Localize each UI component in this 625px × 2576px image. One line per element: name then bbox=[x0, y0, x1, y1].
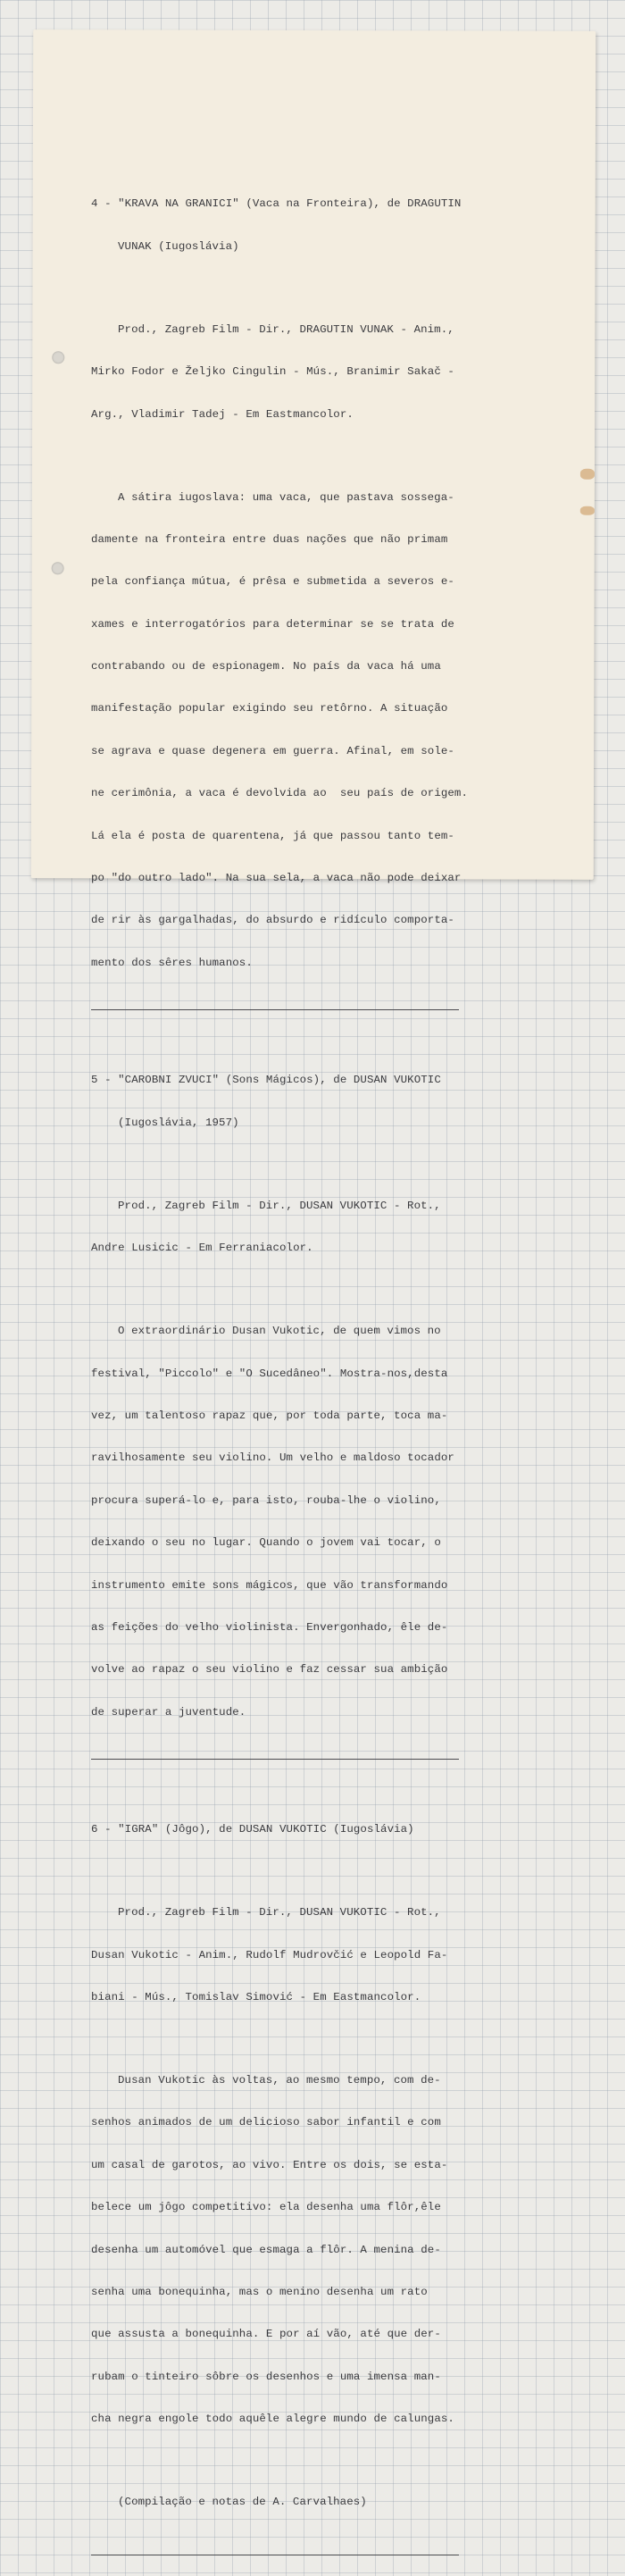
body-line: cha negra engole todo aquêle alegre mundo de calungas. bbox=[91, 2413, 454, 2426]
body-line: damente na fronteira entre duas nações que não primam bbox=[91, 532, 448, 546]
body-line: rubam o tinteiro sôbre os desenhos e uma imensa man- bbox=[91, 2370, 441, 2383]
credits-line: Andre Lusicic - Em Ferraniacolor. bbox=[91, 1242, 313, 1255]
body-line: instrumento emite sons mágicos, que vão transformando bbox=[91, 1578, 448, 1592]
body-line: O extraordinário Dusan Vukotic, de quem vimos no bbox=[118, 1325, 441, 1338]
credits-line: Arg., Vladimir Tadej - Em Eastmancolor. bbox=[91, 407, 354, 421]
body-line: desenha um automóvel que esmaga a flôr. A menina de- bbox=[91, 2243, 441, 2256]
credits-line: Mirko Fodor e Željko Cingulin - Mús., Branimir Sakač - bbox=[91, 365, 454, 379]
body-line: de rir às gargalhadas, do absurdo e ridículo comporta- bbox=[91, 914, 454, 927]
body-line: contrabando ou de espionagem. No país da vaca há uma bbox=[91, 660, 441, 673]
typed-text bbox=[91, 155, 502, 2576]
compilation-note: (Compilação e notas de A. Carvalhaes) bbox=[118, 2496, 367, 2509]
credits-line: Dusan Vukotic - Anim., Rudolf Mudrovčić e Leopold Fa- bbox=[91, 1948, 448, 1961]
credits-line: Prod., Zagreb Film - Dir., DUSAN VUKOTIC - Rot., bbox=[118, 1906, 441, 1919]
section-heading: 4 - "KRAVA NA GRANICI" (Vaca na Fronteira), de DRAGUTIN bbox=[91, 197, 462, 211]
section-heading: VUNAK (Iugoslávia) bbox=[118, 239, 239, 253]
body-line: de superar a juventude. bbox=[91, 1705, 246, 1719]
section-heading: 5 - "CAROBNI ZVUCI" (Sons Mágicos), de DUSAN VUKOTIC bbox=[91, 1074, 441, 1087]
body-line: volve ao rapaz o seu violino e faz cessar sua ambição bbox=[91, 1663, 448, 1677]
body-line: Lá ela é posta de quarentena, já que passou tanto tem- bbox=[91, 829, 454, 842]
body-line: deixando o seu no lugar. Quando o jovem vai tocar, o bbox=[91, 1536, 441, 1550]
section-heading: 6 - "IGRA" (Jôgo), de DUSAN VUKOTIC (Iugoslávia) bbox=[91, 1823, 414, 1836]
credits-line: biani - Mús., Tomislav Simović - Em Eastmancolor. bbox=[91, 1991, 421, 2004]
body-line: um casal de garotos, ao vivo. Entre os dois, se esta- bbox=[91, 2158, 448, 2171]
rust-stain bbox=[580, 506, 595, 515]
body-line: pela confiança mútua, é prêsa e submetida a severos e- bbox=[91, 575, 454, 589]
body-line: ravilhosamente seu violino. Um velho e maldoso tocador bbox=[91, 1451, 454, 1465]
credits-line: Prod., Zagreb Film - Dir., DRAGUTIN VUNAK - Anim., bbox=[118, 322, 454, 336]
body-line: festival, "Piccolo" e "O Sucedâneo". Mostra-nos,desta bbox=[91, 1367, 448, 1380]
body-line: senha uma bonequinha, mas o menino desenha um rato bbox=[91, 2285, 428, 2298]
punch-hole bbox=[52, 562, 64, 574]
body-line: A sátira iugoslava: uma vaca, que pastava sossega- bbox=[118, 490, 454, 504]
body-line: belece um jôgo competitivo: ela desenha uma flôr,êle bbox=[91, 2201, 441, 2214]
body-line: po "do outro lado". Na sua sela, a vaca não pode deixar bbox=[91, 872, 462, 885]
body-line: que assusta a bonequinha. E por aí vão, até que der- bbox=[91, 2328, 441, 2341]
body-line: Dusan Vukotic às voltas, ao mesmo tempo, com de- bbox=[118, 2074, 441, 2087]
body-line: manifestação popular exigindo seu retôrno. A situação bbox=[91, 702, 448, 715]
body-line: as feições do velho violinista. Envergonhado, êle de- bbox=[91, 1620, 448, 1634]
body-line: procura superá-lo e, para isto, rouba-lhe o violino, bbox=[91, 1493, 441, 1507]
punch-hole bbox=[52, 351, 64, 364]
body-line: mento dos sêres humanos. bbox=[91, 956, 253, 969]
body-line: senhos animados de um delicioso sabor infantil e com bbox=[91, 2116, 441, 2129]
credits-line: Prod., Zagreb Film - Dir., DUSAN VUKOTIC - Rot., bbox=[118, 1199, 441, 1212]
body-line: xames e interrogatórios para determinar se se trata de bbox=[91, 617, 454, 631]
body-line: ne cerimônia, a vaca é devolvida ao seu país de origem. bbox=[91, 787, 468, 800]
divider-line bbox=[91, 1009, 459, 1010]
divider-line bbox=[91, 1759, 459, 1760]
rust-stain bbox=[580, 469, 595, 480]
section-heading: (Iugoslávia, 1957) bbox=[118, 1116, 239, 1129]
body-line: se agrava e quase degenera em guerra. Afinal, em sole- bbox=[91, 744, 454, 757]
body-line: vez, um talentoso rapaz que, por toda parte, toca ma- bbox=[91, 1409, 448, 1422]
